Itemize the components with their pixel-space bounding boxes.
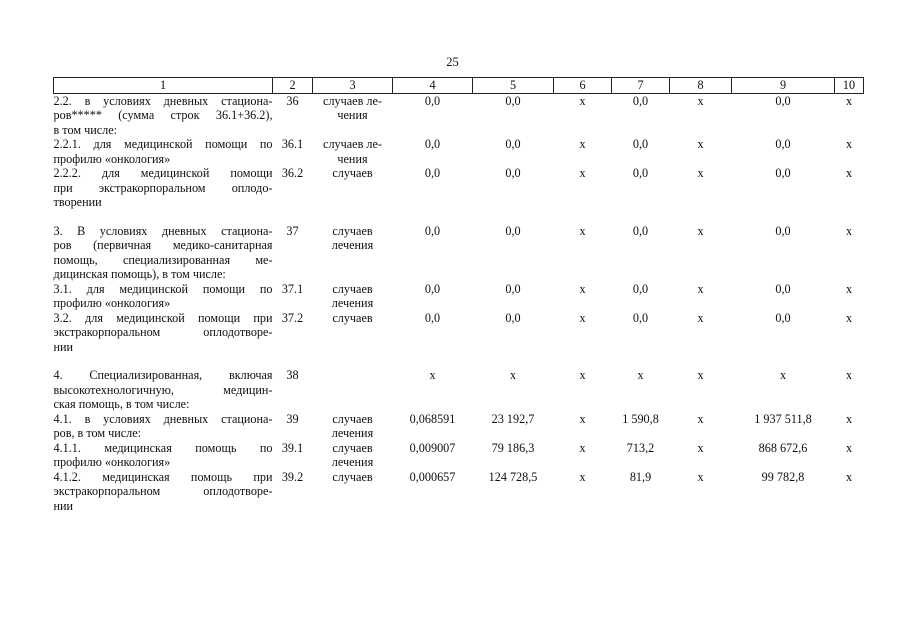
line-code: 37.2 bbox=[281, 310, 304, 325]
cell-col-9: 0,0 bbox=[775, 166, 791, 180]
cell-col-7: 0,0 bbox=[632, 93, 649, 108]
unit-line: чения bbox=[337, 108, 368, 122]
description-line: нии bbox=[53, 498, 74, 513]
cell-col-8: x bbox=[697, 223, 704, 238]
unit-cell bbox=[313, 93, 393, 137]
cell-col-4: 0,0 bbox=[424, 281, 441, 296]
row-description bbox=[54, 137, 273, 166]
cell-col-9: 1 937 511,8 bbox=[754, 411, 812, 426]
cell-col-6: x bbox=[579, 310, 586, 325]
unit-line: случаев bbox=[332, 166, 373, 180]
cell-col-8: x bbox=[697, 93, 704, 108]
cell-col-10: x bbox=[845, 440, 853, 455]
description-line: при экстракорпоральном оплодо- bbox=[53, 180, 273, 195]
cell-col-5: 124 728,5 bbox=[488, 469, 538, 484]
cell-col-7: 0,0 bbox=[632, 281, 649, 296]
description-line: ров, в том числе: bbox=[53, 426, 142, 440]
col-header-7: 7 bbox=[612, 78, 670, 94]
description-line: профилю «онкология» bbox=[53, 296, 171, 310]
unit-line: случаев bbox=[332, 411, 373, 426]
col-header-3: 3 bbox=[313, 78, 393, 94]
col-header-5: 5 bbox=[473, 78, 554, 94]
row-description bbox=[54, 224, 273, 282]
cell-col-10: x bbox=[845, 411, 853, 426]
cell-col-8: x bbox=[697, 469, 704, 484]
unit-line: случаев bbox=[332, 281, 373, 296]
table-row bbox=[54, 368, 864, 412]
unit-cell bbox=[313, 224, 393, 282]
cell-col-8: x bbox=[697, 368, 704, 382]
cell-col-5: 0,0 bbox=[505, 166, 521, 180]
description-line: высокотехнологичную, медицин- bbox=[53, 382, 273, 397]
cell-col-8: x bbox=[697, 440, 704, 455]
description-line: ская помощь, в том числе: bbox=[53, 397, 190, 411]
unit-line: случаев ле- bbox=[323, 137, 382, 151]
cell-col-5: 0,0 bbox=[505, 223, 521, 238]
line-code: 37.1 bbox=[281, 281, 304, 296]
row-description bbox=[54, 441, 273, 470]
unit-line: случаев bbox=[332, 440, 373, 455]
table-body bbox=[54, 93, 864, 513]
description-line: профилю «онкология» bbox=[53, 151, 171, 166]
unit-cell bbox=[313, 311, 393, 355]
unit-line: случаев bbox=[332, 223, 373, 238]
cell-col-7: 0,0 bbox=[632, 137, 649, 151]
cell-col-9: 868 672,6 bbox=[758, 440, 808, 455]
data-table bbox=[53, 77, 864, 513]
cell-col-5: 23 192,7 bbox=[491, 411, 535, 426]
description-line: 2.2.1. для медицинской помощи по bbox=[53, 137, 273, 151]
description-line: 4.1.1. медицинская помощь по bbox=[53, 440, 273, 455]
col-header-9: 9 bbox=[732, 78, 835, 94]
col-header-4: 4 bbox=[393, 78, 473, 94]
cell-col-7: 0,0 bbox=[632, 223, 649, 238]
cell-col-6: x bbox=[579, 440, 586, 455]
unit-cell bbox=[313, 441, 393, 470]
cell-col-10: x bbox=[845, 310, 853, 325]
unit-cell bbox=[313, 166, 393, 210]
unit-line: случаев bbox=[332, 310, 373, 325]
unit-line: случаев bbox=[332, 469, 373, 484]
line-code: 38 bbox=[286, 368, 299, 382]
description-line: 2.2.2. для медицинской помощи bbox=[53, 166, 273, 180]
cell-col-6: x bbox=[579, 223, 586, 238]
cell-col-4: 0,0 bbox=[424, 310, 441, 325]
line-code: 36.1 bbox=[281, 137, 304, 151]
spacer-row bbox=[54, 354, 864, 368]
cell-col-5: 0,0 bbox=[505, 310, 521, 325]
cell-col-4: 0,0 bbox=[424, 137, 441, 151]
cell-col-9: 99 782,8 bbox=[761, 469, 805, 484]
cell-col-8: x bbox=[697, 411, 704, 426]
description-line: 3.1. для медицинской помощи по bbox=[53, 281, 273, 296]
cell-col-4: 0,0 bbox=[424, 93, 441, 108]
cell-col-5: x bbox=[509, 368, 517, 382]
col-header-8: 8 bbox=[670, 78, 732, 94]
unit-cell bbox=[313, 470, 393, 514]
row-description bbox=[54, 93, 273, 137]
description-line: 3. В условиях дневных стациона- bbox=[53, 223, 273, 238]
table-row bbox=[54, 166, 864, 210]
unit-cell bbox=[313, 282, 393, 311]
table-row bbox=[54, 412, 864, 441]
cell-col-10: x bbox=[845, 223, 853, 238]
cell-col-7: 713,2 bbox=[626, 440, 655, 455]
cell-col-6: x bbox=[579, 93, 586, 108]
description-line: нии bbox=[53, 339, 74, 354]
cell-col-9: x bbox=[779, 368, 787, 382]
unit-line: лечения bbox=[331, 296, 374, 310]
line-code: 36.2 bbox=[281, 166, 304, 180]
row-description bbox=[54, 470, 273, 514]
cell-col-10: x bbox=[845, 368, 853, 382]
description-line: 4.1.2. медицинская помощь при bbox=[53, 469, 273, 484]
cell-col-8: x bbox=[697, 310, 704, 325]
cell-col-6: x bbox=[579, 368, 586, 382]
header-row bbox=[54, 78, 864, 94]
cell-col-7: 0,0 bbox=[632, 166, 649, 180]
cell-col-7: 0,0 bbox=[632, 310, 649, 325]
cell-col-10: x bbox=[845, 93, 853, 108]
description-line: 2.2. в условиях дневных стациона- bbox=[53, 93, 273, 108]
cell-col-9: 0,0 bbox=[775, 281, 791, 296]
table-row bbox=[54, 441, 864, 470]
description-line: помощь, специализированная ме- bbox=[53, 252, 273, 267]
cell-col-7: 81,9 bbox=[629, 469, 652, 484]
cell-col-4: 0,068591 bbox=[409, 411, 456, 426]
cell-col-4: 0,000657 bbox=[409, 469, 456, 484]
table-row bbox=[54, 224, 864, 282]
cell-col-6: x bbox=[579, 411, 586, 426]
row-description bbox=[54, 311, 273, 355]
cell-col-7: x bbox=[637, 368, 644, 382]
cell-col-9: 0,0 bbox=[775, 137, 791, 151]
cell-col-10: x bbox=[845, 137, 853, 151]
row-description bbox=[54, 166, 273, 210]
line-code: 37 bbox=[286, 223, 299, 238]
unit-cell bbox=[313, 137, 393, 166]
line-code: 39.2 bbox=[281, 469, 304, 484]
cell-col-7: 1 590,8 bbox=[622, 411, 659, 426]
cell-col-5: 0,0 bbox=[505, 281, 521, 296]
cell-col-6: x bbox=[579, 281, 586, 296]
cell-col-9: 0,0 bbox=[775, 223, 791, 238]
unit-cell bbox=[313, 368, 393, 412]
description-line: творении bbox=[53, 195, 102, 209]
cell-col-8: x bbox=[697, 166, 704, 180]
page-number: 25 bbox=[446, 55, 459, 69]
cell-col-5: 79 186,3 bbox=[491, 440, 535, 455]
cell-col-8: x bbox=[697, 281, 704, 296]
unit-line: случаев ле- bbox=[323, 93, 382, 108]
line-code: 39.1 bbox=[281, 440, 304, 455]
description-line: дицинская помощь), в том числе: bbox=[53, 267, 226, 281]
description-line: экстракорпоральном оплодотворе- bbox=[53, 484, 273, 498]
description-line: экстракорпоральном оплодотворе- bbox=[53, 325, 273, 339]
row-description bbox=[54, 368, 273, 412]
cell-col-8: x bbox=[697, 137, 704, 151]
col-header-6: 6 bbox=[554, 78, 612, 94]
spacer-cell bbox=[54, 210, 864, 224]
spacer-cell bbox=[54, 354, 864, 368]
cell-col-6: x bbox=[579, 469, 586, 484]
table-row bbox=[54, 282, 864, 311]
unit-line: лечения bbox=[331, 238, 374, 252]
cell-col-5: 0,0 bbox=[505, 93, 521, 108]
cell-col-6: x bbox=[579, 166, 586, 180]
description-line: ров (первичная медико-санитарная bbox=[53, 238, 273, 252]
cell-col-4: 0,009007 bbox=[409, 440, 456, 455]
description-line: профилю «онкология» bbox=[53, 455, 171, 469]
cell-col-10: x bbox=[845, 281, 853, 296]
cell-col-4: 0,0 bbox=[424, 166, 441, 180]
table-row bbox=[54, 311, 864, 355]
line-code: 36 bbox=[286, 93, 299, 108]
description-line: в том числе: bbox=[53, 122, 118, 137]
row-description bbox=[54, 412, 273, 441]
line-code: 39 bbox=[286, 411, 299, 426]
cell-col-9: 0,0 bbox=[775, 310, 791, 325]
unit-line: лечения bbox=[331, 455, 374, 469]
unit-line: лечения bbox=[331, 426, 374, 440]
description-line: 4. Специализированная, включая bbox=[53, 368, 273, 382]
cell-col-6: x bbox=[579, 137, 586, 151]
table-row bbox=[54, 470, 864, 514]
row-description bbox=[54, 282, 273, 311]
cell-col-10: x bbox=[845, 469, 853, 484]
description-line: 4.1. в условиях дневных стациона- bbox=[53, 411, 273, 426]
table-row bbox=[54, 93, 864, 137]
table-row bbox=[54, 137, 864, 166]
unit-line: чения bbox=[337, 151, 368, 166]
col-header-2: 2 bbox=[273, 78, 313, 94]
unit-cell bbox=[313, 412, 393, 441]
cell-col-10: x bbox=[845, 166, 853, 180]
col-header-1: 1 bbox=[54, 78, 273, 94]
description-line: ров***** (сумма строк 36.1+36.2), bbox=[53, 108, 273, 122]
cell-col-4: 0,0 bbox=[424, 223, 441, 238]
cell-col-5: 0,0 bbox=[505, 137, 521, 151]
spacer-row bbox=[54, 210, 864, 224]
col-header-10: 10 bbox=[835, 78, 864, 94]
cell-col-4: x bbox=[429, 368, 436, 382]
description-line: 3.2. для медицинской помощи при bbox=[53, 310, 273, 325]
cell-col-9: 0,0 bbox=[775, 93, 791, 108]
